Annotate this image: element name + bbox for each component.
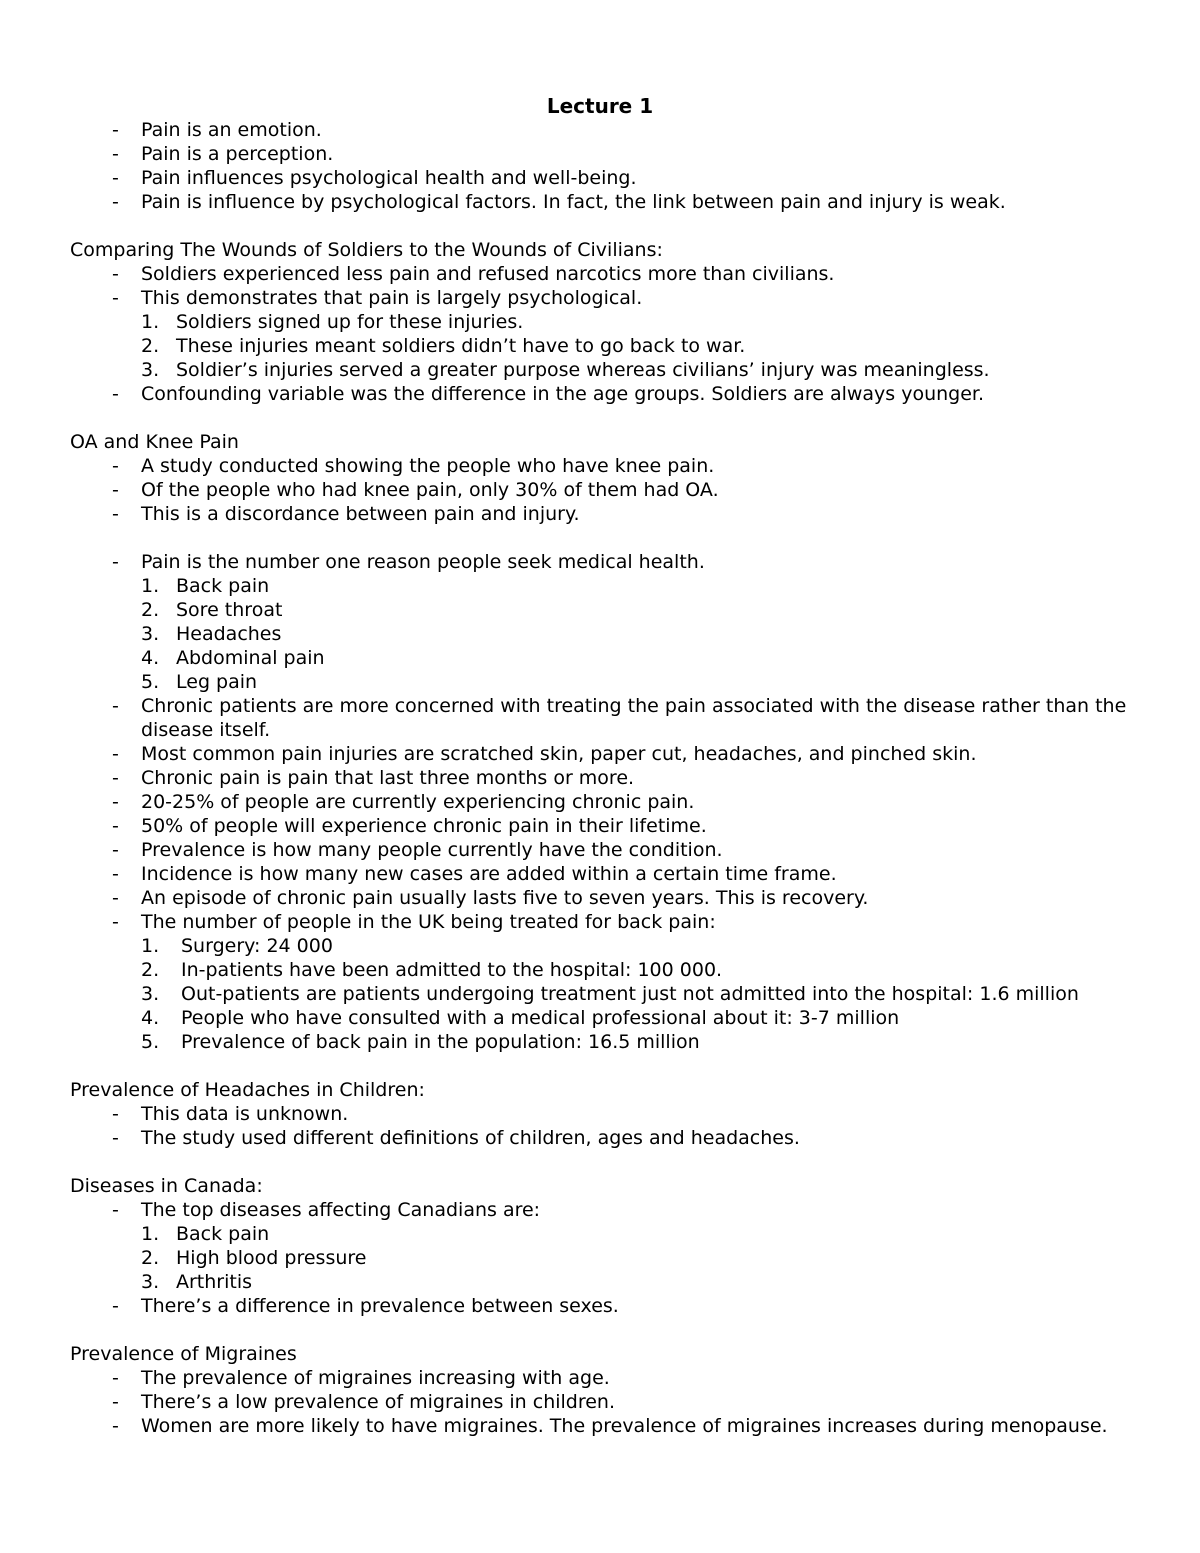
list-item: - There’s a low prevalence of migraines in children.: [112, 1391, 616, 1413]
list-item: - This is a discordance between pain and injury.: [112, 503, 580, 525]
list-item: - Incidence is how many new cases are added within a certain time frame.: [112, 863, 837, 885]
spacer: [70, 526, 1130, 550]
numbered-item: 5. Prevalence of back pain in the population: 16.5 million: [141, 1031, 700, 1053]
list-item: - Of the people who had knee pain, only 30% of them had OA.: [112, 479, 719, 501]
section-heading-canada: Diseases in Canada:: [70, 1175, 263, 1197]
spacer: [70, 214, 1130, 238]
spacer: [70, 1318, 1130, 1342]
list-item: - A study conducted showing the people who have knee pain.: [112, 455, 715, 477]
list-item: - Prevalence is how many people currently have the condition.: [112, 839, 723, 861]
numbered-item: 2. Sore throat: [141, 599, 283, 621]
spacer: [70, 406, 1130, 430]
numbered-item: 2. High blood pressure: [141, 1247, 367, 1269]
numbered-item: 1. Back pain: [141, 1223, 270, 1245]
list-item: - Chronic patients are more concerned with treating the pain associated with the disease rather than the disease itself.: [112, 695, 1127, 741]
list-item: - Pain is influence by psychological factors. In fact, the link between pain and injury is weak.: [112, 191, 1006, 213]
list-item: - This demonstrates that pain is largely psychological.: [112, 287, 643, 309]
list-item: - Pain influences psychological health and well-being.: [112, 167, 637, 189]
numbered-item: 4. Abdominal pain: [141, 647, 325, 669]
numbered-item: 1. Back pain: [141, 575, 270, 597]
numbered-item: 4. People who have consulted with a medical professional about it: 3-7 million: [141, 1007, 900, 1029]
spacer: [70, 1150, 1130, 1174]
list-item: - Pain is an emotion.: [112, 119, 322, 141]
section-heading-children: Prevalence of Headaches in Children:: [70, 1079, 425, 1101]
section-heading-oa: OA and Knee Pain: [70, 431, 239, 453]
numbered-item: 2. In-patients have been admitted to the hospital: 100 000.: [141, 959, 723, 981]
spacer: [70, 1054, 1130, 1078]
numbered-item: 1. Surgery: 24 000: [141, 935, 333, 957]
numbered-item: 3. Out-patients are patients undergoing treatment just not admitted into the hospital: 1.6 million: [141, 983, 1079, 1005]
list-item: - The top diseases affecting Canadians are:: [112, 1199, 541, 1221]
list-item: - Pain is the number one reason people seek medical health.: [112, 551, 705, 573]
list-item: - This data is unknown.: [112, 1103, 349, 1125]
page-title: Lecture 1: [546, 94, 654, 118]
list-item: - The number of people in the UK being treated for back pain:: [112, 911, 716, 933]
list-item: - The study used different definitions of children, ages and headaches.: [112, 1127, 800, 1149]
section-heading-migraines: Prevalence of Migraines: [70, 1343, 297, 1365]
list-item: - Confounding variable was the difference in the age groups. Soldiers are always younger.: [112, 383, 985, 405]
numbered-item: 1. Soldiers signed up for these injuries.: [141, 311, 524, 333]
numbered-item: 5. Leg pain: [141, 671, 258, 693]
list-item: - Pain is a perception.: [112, 143, 334, 165]
list-item: - Most common pain injuries are scratched skin, paper cut, headaches, and pinched skin.: [112, 743, 977, 765]
list-item: - An episode of chronic pain usually lasts five to seven years. This is recovery.: [112, 887, 869, 909]
numbered-item: 3. Headaches: [141, 623, 282, 645]
list-item: - 50% of people will experience chronic pain in their lifetime.: [112, 815, 707, 837]
numbered-item: 3. Soldier’s injuries served a greater purpose whereas civilians’ injury was meaningless.: [141, 359, 990, 381]
section-heading-soldiers: Comparing The Wounds of Soldiers to the Wounds of Civilians:: [70, 239, 663, 261]
list-item: - Soldiers experienced less pain and refused narcotics more than civilians.: [112, 263, 835, 285]
numbered-item: 3. Arthritis: [141, 1271, 253, 1293]
list-item: - 20-25% of people are currently experiencing chronic pain.: [112, 791, 695, 813]
list-item: - There’s a difference in prevalence between sexes.: [112, 1295, 619, 1317]
list-item: - The prevalence of migraines increasing with age.: [112, 1367, 610, 1389]
numbered-item: 2. These injuries meant soldiers didn’t have to go back to war.: [141, 335, 746, 357]
list-item: - Chronic pain is pain that last three months or more.: [112, 767, 635, 789]
list-item: - Women are more likely to have migraines. The prevalence of migraines increases during menopause.: [112, 1415, 1108, 1437]
